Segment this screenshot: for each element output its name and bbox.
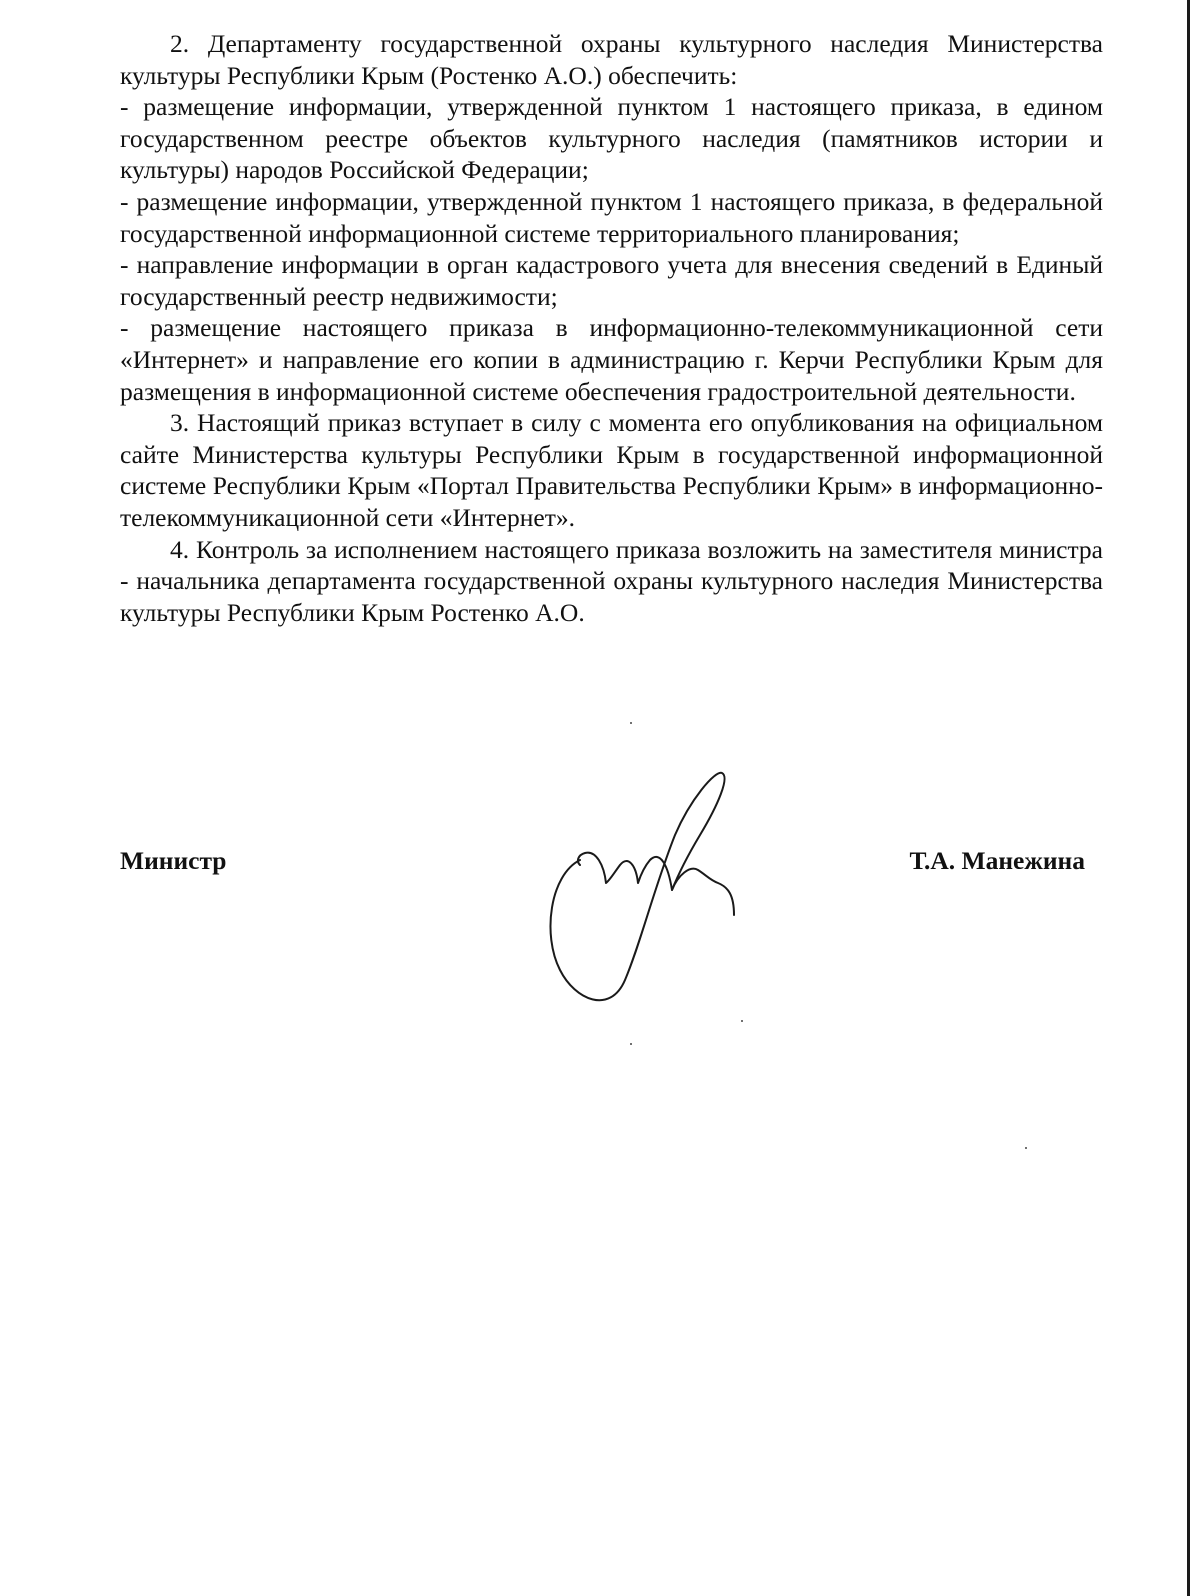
scan-speck xyxy=(630,1043,632,1045)
scan-edge-line xyxy=(1187,0,1190,1596)
scan-speck xyxy=(630,722,632,724)
paragraph-item-3: 3. Настоящий приказ вступает в силу с момента его опубликования на официальном сайте Министерства культуры Республики Крым в государственной информационной системе Республики Крым «Портал Правительства Республики Крым» в информационно-телекоммуникационной сети «Интернет». xyxy=(120,408,1103,532)
paragraph-bullet-internet: - размещение настоящего приказа в информационно-телекоммуникационной сети «Интернет» и направление его копии в администрацию г. Керчи Республики Крым для размещения в информационной системе обеспечения градостроительной деятельности. xyxy=(120,313,1103,406)
paragraph-item-4: 4. Контроль за исполнением настоящего приказа возложить на заместителя министра - начальника департамента государственной охраны культурного наследия Министерства культуры Республики Крым Ростенко А.О. xyxy=(120,534,1103,627)
scan-speck xyxy=(1025,1147,1027,1149)
paragraph-item-2: 2. Департаменту государственной охраны культурного наследия Министерства культуры Республики Крым (Ростенко А.О.) обеспечить: xyxy=(120,29,1103,90)
signatory-position: Министр xyxy=(120,846,227,875)
handwritten-signature-icon xyxy=(540,765,750,1015)
signatory-name: Т.А. Манежина xyxy=(909,846,1085,875)
document-body xyxy=(120,28,1103,628)
paragraph-bullet-cadastre: - направление информации в орган кадастрового учета для внесения сведений в Единый государственный реестр недвижимости; xyxy=(120,250,1103,311)
paragraph-bullet-planning-system: - размещение информации, утвержденной пунктом 1 настоящего приказа, в федеральной государственной информационной системе территориального планирования; xyxy=(120,186,1103,248)
paragraph-bullet-registry: - размещение информации, утвержденной пунктом 1 настоящего приказа, в едином государственном реестре объектов культурного наследия (памятников истории и культуры) народов Российской Федерации; xyxy=(120,92,1103,185)
scan-speck xyxy=(741,1020,743,1022)
